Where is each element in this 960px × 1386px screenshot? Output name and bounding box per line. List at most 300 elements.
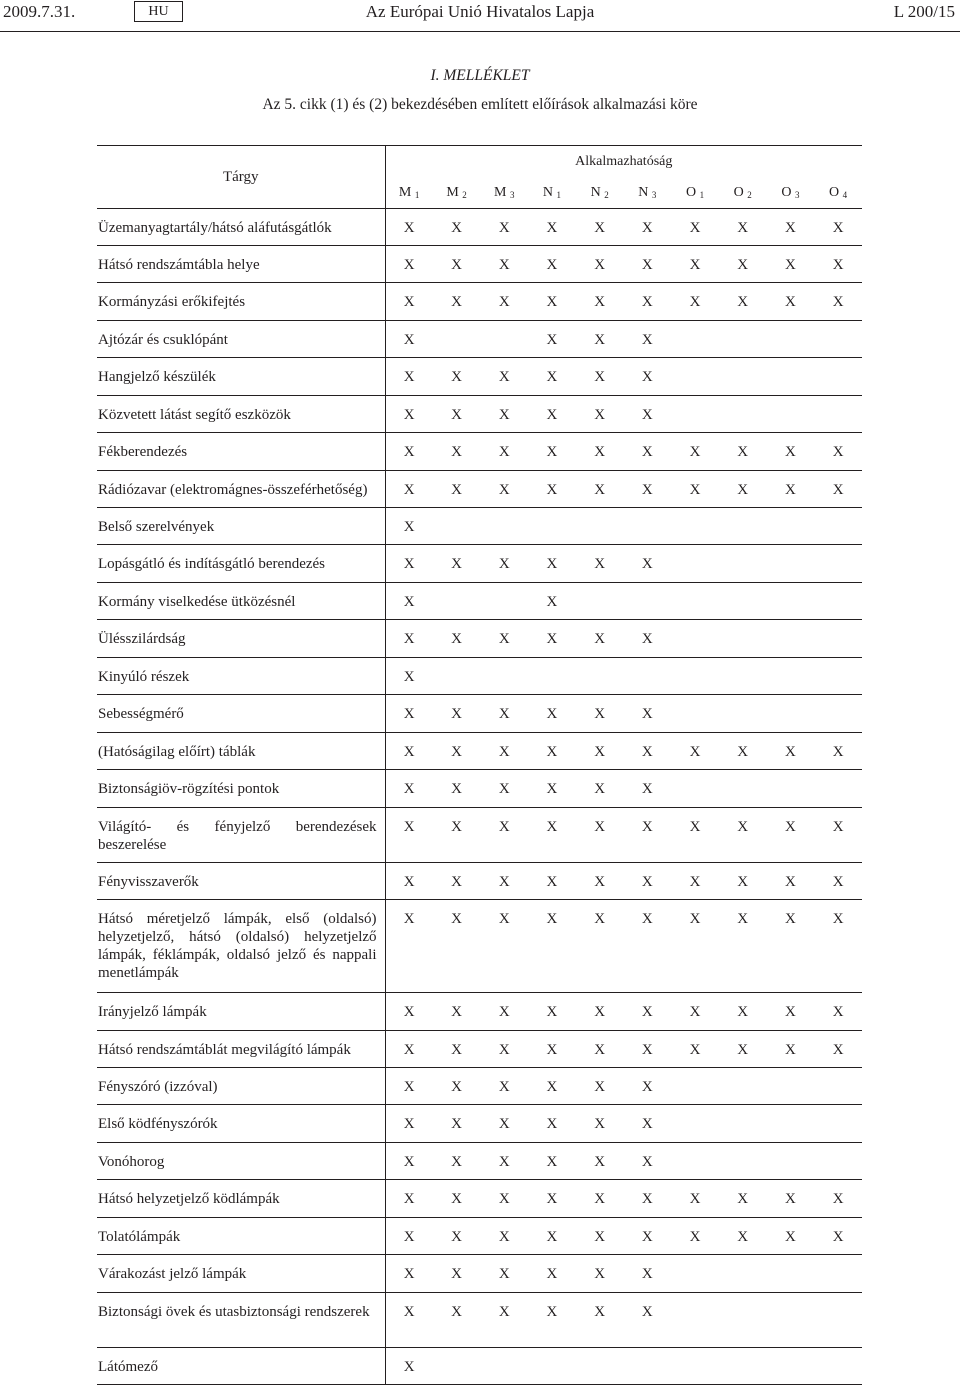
subject-cell: Várakozást jelző lámpák: [97, 1255, 385, 1293]
table-row: [97, 993, 862, 1031]
applicability-mark: [767, 1068, 815, 1105]
applicability-mark: [433, 508, 481, 545]
applicability-mark: [623, 583, 671, 620]
applicability-mark: [480, 658, 528, 695]
applicability-mark: X: [767, 1218, 815, 1255]
table-row: [97, 695, 862, 733]
applicability-mark: X: [433, 1068, 481, 1105]
applicability-mark: X: [433, 1293, 481, 1348]
applicability-mark: X: [528, 1031, 576, 1068]
applicability-mark: X: [719, 1031, 767, 1068]
applicability-mark: [433, 658, 481, 695]
applicability-mark: [719, 545, 767, 583]
applicability-mark: [671, 583, 719, 620]
category-index: 1: [414, 189, 420, 200]
applicability-mark: X: [528, 321, 576, 358]
applicability-mark: X: [671, 1218, 719, 1255]
applicability-mark: X: [385, 863, 433, 900]
applicability-mark: X: [385, 993, 433, 1031]
subject-cell: Irányjelző lámpák: [97, 993, 385, 1031]
applicability-mark: [814, 358, 862, 396]
applicability-mark: X: [623, 1218, 671, 1255]
applicability-mark: X: [433, 770, 481, 808]
applicability-mark: X: [385, 620, 433, 658]
applicability-mark: X: [433, 993, 481, 1031]
category-letter: M: [446, 184, 463, 200]
applicability-mark: [814, 620, 862, 658]
applicability-mark: [767, 1255, 815, 1293]
applicability-mark: X: [528, 733, 576, 770]
applicability-mark: X: [767, 863, 815, 900]
subject-cell: Hangjelző készülék: [97, 358, 385, 396]
subject-column-header: Tárgy: [97, 146, 385, 209]
table-row: [97, 471, 862, 508]
applicability-mark: X: [576, 733, 624, 770]
applicability-mark: [767, 358, 815, 396]
subject-cell: Közvetett látást segítő eszközök: [97, 396, 385, 433]
applicability-mark: [528, 658, 576, 695]
applicability-mark: X: [814, 1031, 862, 1068]
publication-date: 2009.7.31.: [3, 2, 76, 21]
applicability-mark: X: [433, 358, 481, 396]
applicability-mark: [814, 695, 862, 733]
applicability-mark: [767, 321, 815, 358]
language-badge: HU: [134, 1, 183, 22]
applicability-mark: [814, 1255, 862, 1293]
applicability-mark: X: [719, 246, 767, 283]
category-letter: N: [542, 184, 557, 200]
applicability-mark: X: [433, 471, 481, 508]
applicability-mark: X: [576, 1143, 624, 1180]
applicability-mark: X: [480, 695, 528, 733]
applicability-mark: X: [433, 433, 481, 471]
annex-label: I. MELLÉKLET: [430, 67, 530, 84]
applicability-mark: X: [623, 993, 671, 1031]
applicability-mark: X: [671, 471, 719, 508]
applicability-mark: [623, 1348, 671, 1385]
applicability-mark: [671, 1143, 719, 1180]
subject-cell: Fényszóró (izzóval): [97, 1068, 385, 1105]
applicability-table: [97, 145, 862, 1385]
applicability-mark: [719, 508, 767, 545]
subject-cell: Világító- és fényjelző berendezések beszerelése: [97, 808, 385, 863]
applicability-mark: X: [671, 863, 719, 900]
applicability-mark: X: [576, 993, 624, 1031]
applicability-mark: X: [719, 808, 767, 863]
applicability-mark: [719, 1068, 767, 1105]
applicability-mark: X: [576, 808, 624, 863]
applicability-mark: [528, 1348, 576, 1385]
applicability-mark: X: [480, 433, 528, 471]
applicability-mark: X: [576, 900, 624, 993]
applicability-mark: X: [433, 246, 481, 283]
applicability-mark: [814, 658, 862, 695]
applicability-mark: [767, 695, 815, 733]
category-index: 1: [556, 189, 561, 200]
applicability-mark: X: [719, 900, 767, 993]
page-reference: L 200/15: [893, 2, 955, 21]
applicability-mark: [719, 1255, 767, 1293]
applicability-mark: X: [623, 321, 671, 358]
applicability-mark: X: [576, 246, 624, 283]
applicability-mark: X: [767, 1031, 815, 1068]
applicability-mark: [480, 583, 528, 620]
applicability-mark: X: [433, 1218, 481, 1255]
subject-cell: Hátsó helyzetjelző ködlámpák: [97, 1180, 385, 1218]
vehicle-category-header: [719, 177, 767, 209]
applicability-mark: X: [385, 209, 433, 246]
applicability-mark: X: [576, 1293, 624, 1348]
applicability-mark: [767, 1348, 815, 1385]
applicability-mark: X: [719, 1180, 767, 1218]
applicability-mark: X: [528, 1068, 576, 1105]
applicability-mark: [767, 658, 815, 695]
applicability-mark: X: [480, 993, 528, 1031]
applicability-mark: [480, 1348, 528, 1385]
vehicle-category-header: [576, 177, 624, 209]
category-letter: M: [494, 184, 510, 200]
applicability-mark: X: [719, 993, 767, 1031]
applicability-mark: X: [480, 808, 528, 863]
applicability-mark: [623, 508, 671, 545]
applicability-mark: [814, 583, 862, 620]
applicability-mark: [671, 321, 719, 358]
applicability-mark: [719, 695, 767, 733]
applicability-column-header: Alkalmazhatóság: [385, 146, 862, 178]
table-row: [97, 808, 862, 863]
applicability-mark: X: [385, 695, 433, 733]
table-row: [97, 1105, 862, 1143]
applicability-mark: X: [385, 545, 433, 583]
applicability-mark: X: [385, 1143, 433, 1180]
applicability-mark: [719, 583, 767, 620]
table-row: [97, 283, 862, 321]
applicability-mark: X: [814, 1218, 862, 1255]
table-body: [97, 209, 862, 1385]
applicability-mark: [433, 321, 481, 358]
applicability-mark: X: [385, 1068, 433, 1105]
applicability-mark: X: [385, 246, 433, 283]
applicability-mark: X: [623, 471, 671, 508]
applicability-mark: X: [576, 283, 624, 321]
applicability-mark: X: [623, 209, 671, 246]
category-index: 2: [747, 189, 752, 200]
applicability-mark: [814, 1105, 862, 1143]
applicability-mark: X: [385, 1031, 433, 1068]
applicability-mark: X: [528, 993, 576, 1031]
applicability-mark: X: [814, 471, 862, 508]
applicability-mark: [767, 583, 815, 620]
applicability-mark: [480, 508, 528, 545]
subject-cell: (Hatóságilag előírt) táblák: [97, 733, 385, 770]
applicability-mark: [814, 1293, 862, 1348]
applicability-mark: X: [576, 695, 624, 733]
vehicle-category-header: [671, 177, 719, 209]
subject-cell: Biztonsági övek és utasbiztonsági rendszerek: [97, 1293, 385, 1348]
applicability-mark: X: [528, 433, 576, 471]
applicability-mark: X: [528, 1218, 576, 1255]
applicability-mark: [719, 770, 767, 808]
applicability-mark: X: [576, 1031, 624, 1068]
applicability-mark: X: [576, 321, 624, 358]
applicability-mark: X: [623, 808, 671, 863]
applicability-mark: X: [814, 733, 862, 770]
applicability-mark: [623, 658, 671, 695]
applicability-mark: X: [719, 471, 767, 508]
applicability-mark: X: [767, 808, 815, 863]
subject-cell: Fényvisszaverők: [97, 863, 385, 900]
applicability-mark: [814, 545, 862, 583]
applicability-mark: [719, 1348, 767, 1385]
applicability-mark: X: [576, 1255, 624, 1293]
subject-cell: Sebességmérő: [97, 695, 385, 733]
subject-cell: Kormány viselkedése ütközésnél: [97, 583, 385, 620]
applicability-mark: X: [528, 396, 576, 433]
applicability-mark: [814, 396, 862, 433]
applicability-mark: X: [528, 209, 576, 246]
applicability-mark: X: [671, 246, 719, 283]
applicability-mark: [433, 583, 481, 620]
category-letter: O: [733, 184, 748, 200]
applicability-mark: X: [480, 1218, 528, 1255]
vehicle-category-header: [480, 177, 528, 209]
vehicle-category-header: [385, 177, 433, 209]
applicability-mark: X: [623, 1143, 671, 1180]
applicability-mark: X: [433, 545, 481, 583]
subject-cell: Hátsó rendszámtábla helye: [97, 246, 385, 283]
applicability-mark: X: [671, 1180, 719, 1218]
subject-cell: Tolatólámpák: [97, 1218, 385, 1255]
table-row: [97, 658, 862, 695]
category-index: 2: [462, 189, 467, 200]
category-index: 3: [651, 189, 657, 200]
applicability-mark: X: [480, 620, 528, 658]
applicability-mark: X: [767, 283, 815, 321]
applicability-mark: X: [719, 863, 767, 900]
applicability-mark: [576, 508, 624, 545]
applicability-mark: X: [767, 246, 815, 283]
applicability-mark: X: [480, 246, 528, 283]
table-row: [97, 433, 862, 471]
applicability-mark: X: [528, 695, 576, 733]
applicability-mark: X: [433, 283, 481, 321]
vehicle-category-header: [528, 177, 576, 209]
applicability-mark: X: [623, 620, 671, 658]
applicability-mark: X: [433, 733, 481, 770]
applicability-mark: X: [528, 283, 576, 321]
applicability-mark: X: [767, 733, 815, 770]
applicability-mark: [767, 396, 815, 433]
applicability-mark: X: [814, 1180, 862, 1218]
applicability-mark: X: [385, 508, 433, 545]
applicability-mark: X: [576, 1180, 624, 1218]
applicability-mark: X: [433, 1255, 481, 1293]
applicability-mark: [719, 321, 767, 358]
applicability-mark: X: [576, 863, 624, 900]
applicability-mark: [671, 545, 719, 583]
applicability-mark: [671, 1105, 719, 1143]
applicability-mark: X: [623, 358, 671, 396]
applicability-mark: X: [767, 900, 815, 993]
category-index: 3: [509, 189, 515, 200]
applicability-mark: X: [480, 396, 528, 433]
applicability-mark: X: [385, 658, 433, 695]
applicability-mark: X: [385, 1218, 433, 1255]
subject-cell: Biztonságiöv-rögzítési pontok: [97, 770, 385, 808]
subject-cell: Vonóhorog: [97, 1143, 385, 1180]
table-row: [97, 545, 862, 583]
applicability-mark: [814, 508, 862, 545]
applicability-mark: [671, 1068, 719, 1105]
applicability-mark: X: [385, 1180, 433, 1218]
table-row: [97, 358, 862, 396]
applicability-mark: X: [623, 1031, 671, 1068]
applicability-mark: X: [528, 583, 576, 620]
applicability-mark: X: [433, 900, 481, 993]
applicability-mark: X: [767, 1180, 815, 1218]
applicability-mark: X: [480, 209, 528, 246]
applicability-mark: X: [480, 1068, 528, 1105]
table-row: [97, 1031, 862, 1068]
category-letter: N: [590, 184, 605, 200]
applicability-mark: [528, 508, 576, 545]
applicability-mark: [767, 1293, 815, 1348]
applicability-mark: [767, 508, 815, 545]
applicability-mark: X: [433, 620, 481, 658]
applicability-mark: [671, 658, 719, 695]
subject-cell: Üzemanyagtartály/hátsó aláfutásgátlók: [97, 209, 385, 246]
applicability-mark: X: [623, 1068, 671, 1105]
applicability-mark: [767, 770, 815, 808]
applicability-mark: X: [385, 1348, 433, 1385]
applicability-mark: X: [576, 620, 624, 658]
category-index: 2: [604, 189, 609, 200]
applicability-mark: [433, 1348, 481, 1385]
applicability-mark: [671, 358, 719, 396]
subject-cell: Látómező: [97, 1348, 385, 1385]
applicability-mark: X: [671, 1031, 719, 1068]
table-row: [97, 321, 862, 358]
applicability-mark: X: [671, 993, 719, 1031]
applicability-mark: X: [385, 1255, 433, 1293]
applicability-mark: X: [433, 1031, 481, 1068]
applicability-mark: X: [814, 808, 862, 863]
table-row: [97, 900, 862, 993]
category-letter: N: [638, 184, 652, 200]
subject-cell: Hátsó méretjelző lámpák, első (oldalsó) helyzetjelző, hátsó (oldalsó) helyzetjelző lámpák, féklámpák, oldalsó jelző és nappali menetlámpák: [97, 900, 385, 993]
category-index: 4: [842, 189, 848, 200]
table-row: [97, 1348, 862, 1385]
applicability-mark: [814, 321, 862, 358]
subject-cell: Ajtózár és csuklópánt: [97, 321, 385, 358]
applicability-mark: X: [719, 1218, 767, 1255]
applicability-mark: [671, 770, 719, 808]
applicability-mark: [671, 396, 719, 433]
table-row: [97, 863, 862, 900]
applicability-mark: X: [528, 1255, 576, 1293]
table-row: [97, 1180, 862, 1218]
subject-cell: Első ködfényszórók: [97, 1105, 385, 1143]
applicability-mark: X: [671, 900, 719, 993]
applicability-mark: X: [385, 808, 433, 863]
table-row: [97, 770, 862, 808]
applicability-mark: X: [576, 545, 624, 583]
applicability-mark: X: [480, 1180, 528, 1218]
applicability-mark: X: [433, 209, 481, 246]
applicability-mark: [767, 545, 815, 583]
table-row: [97, 1293, 862, 1348]
applicability-mark: X: [480, 1031, 528, 1068]
applicability-mark: [719, 1293, 767, 1348]
table-row: [97, 620, 862, 658]
category-index: 1: [699, 189, 705, 200]
table-row: [97, 1255, 862, 1293]
applicability-mark: [719, 658, 767, 695]
applicability-mark: [671, 1293, 719, 1348]
applicability-mark: X: [814, 863, 862, 900]
applicability-mark: X: [671, 733, 719, 770]
applicability-mark: X: [433, 1105, 481, 1143]
applicability-mark: [671, 508, 719, 545]
table-row: [97, 733, 862, 770]
applicability-mark: X: [671, 433, 719, 471]
applicability-mark: X: [433, 808, 481, 863]
category-letter: O: [685, 184, 700, 200]
applicability-mark: X: [528, 900, 576, 993]
applicability-mark: X: [671, 283, 719, 321]
vehicle-category-header: [814, 177, 862, 209]
applicability-mark: X: [623, 1105, 671, 1143]
applicability-mark: X: [528, 863, 576, 900]
category-letter: O: [781, 184, 795, 200]
applicability-mark: [576, 583, 624, 620]
applicability-mark: X: [623, 246, 671, 283]
applicability-mark: X: [671, 209, 719, 246]
journal-header: [0, 0, 960, 32]
applicability-mark: X: [576, 1068, 624, 1105]
table-row: [97, 396, 862, 433]
applicability-mark: [767, 1105, 815, 1143]
table-row: [97, 1143, 862, 1180]
applicability-mark: X: [814, 433, 862, 471]
applicability-mark: X: [767, 209, 815, 246]
subject-cell: Hátsó rendszámtáblát megvilágító lámpák: [97, 1031, 385, 1068]
applicability-mark: X: [623, 1180, 671, 1218]
table-row: [97, 209, 862, 246]
applicability-mark: X: [623, 1255, 671, 1293]
applicability-mark: X: [576, 358, 624, 396]
applicability-mark: X: [480, 545, 528, 583]
applicability-mark: [814, 1143, 862, 1180]
applicability-mark: X: [623, 545, 671, 583]
applicability-mark: X: [385, 433, 433, 471]
subject-cell: Kormányzási erőkifejtés: [97, 283, 385, 321]
applicability-mark: X: [480, 471, 528, 508]
applicability-mark: X: [385, 770, 433, 808]
applicability-mark: [814, 770, 862, 808]
applicability-mark: X: [576, 471, 624, 508]
applicability-mark: X: [528, 1293, 576, 1348]
applicability-mark: X: [623, 283, 671, 321]
applicability-mark: X: [385, 900, 433, 993]
applicability-mark: X: [480, 1143, 528, 1180]
applicability-mark: X: [767, 993, 815, 1031]
applicability-mark: [671, 1255, 719, 1293]
applicability-mark: X: [528, 246, 576, 283]
subject-cell: Kinyúló részek: [97, 658, 385, 695]
applicability-mark: [671, 620, 719, 658]
applicability-mark: [480, 321, 528, 358]
